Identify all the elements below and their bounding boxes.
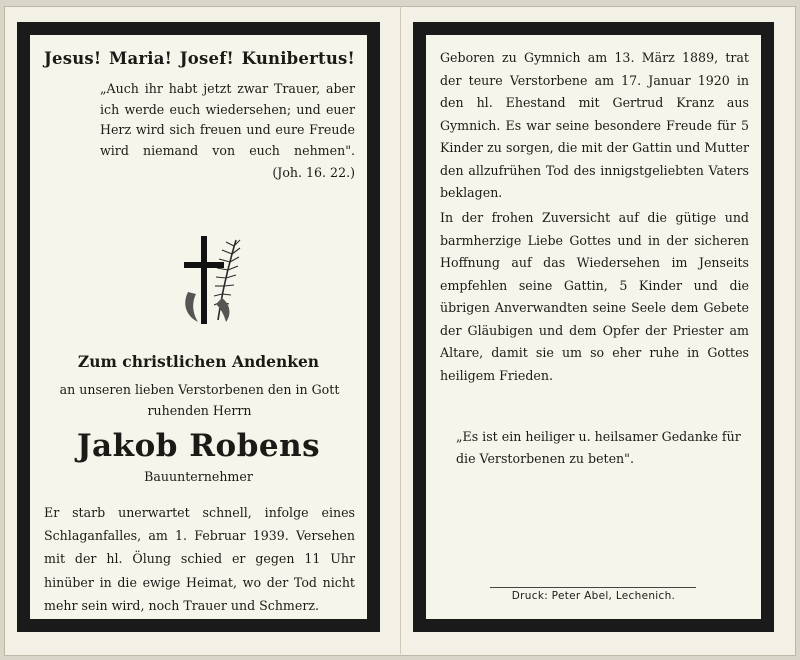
bible-quote-reference: (Joh. 16. 22.): [272, 165, 355, 180]
memorial-heading: Zum christlichen Andenken: [77, 352, 320, 371]
deceased-occupation: Bauunternehmer: [144, 469, 253, 484]
biography-paragraph: Geboren zu Gymnich am 13. März 1889, trat der teure Verstorbene am 17. Januar 1920 in den hl. Ehestand mit Gertrud Kranz aus Gymnich. Es war seine besondere Freude für 5 Kinder zu sorgen, die mit der Gattin und Mutter den allzufrühen Tod des innigstgeliebten Vaters beklagen.: [440, 50, 749, 200]
right-panel: [413, 22, 774, 632]
deceased-name: Jakob Robens: [76, 428, 321, 464]
bible-quote: „Auch ihr habt jetzt zwar Trauer, aber ich werde euch wiedersehen; und euer Herz wird sich freuen und eure Freude wird niemand von euch nehmen".: [100, 81, 355, 158]
invocation-line: [44, 49, 355, 68]
invocation-maria: Maria!: [109, 49, 173, 68]
invocation-jesus: Jesus!: [44, 49, 102, 68]
printer-divider: [490, 587, 696, 588]
left-panel: [17, 22, 380, 632]
invocation-kunibertus: Kunibertus!: [241, 49, 355, 68]
memorial-subtitle: an unseren lieben Verstorbenen den in Gott ruhenden Herrn: [59, 382, 340, 418]
invocation-josef: Josef!: [179, 49, 234, 68]
prayer-paragraph: In der frohen Zuversicht auf die gütige und barmherzige Liebe Gottes und in der sicheren Hoffnung auf das Wiedersehen im Jenseits empfehlen seine Gattin, 5 Kinder und die übrigen Anverwandten seine Seele dem Gebete der Gläubigen und dem Opfer der Priester am Altare, damit sie um so eher ruhe in Gottes heiligem Frieden.: [440, 210, 749, 383]
card-fold-line: [400, 6, 401, 654]
cross-with-palm-icon: [178, 232, 244, 328]
death-notice-text: Er starb unerwartet schnell, infolge eines Schlaganfalles, am 1. Februar 1939. Versehen mit der hl. Ölung schied er gegen 11 Uhr hinüber in die ewige Heimat, wo der Tod nicht mehr sein wird, noch Trauer und Schmerz.: [44, 505, 355, 613]
printer-imprint: Druck: Peter Abel, Lechenich.: [511, 590, 676, 602]
closing-quote: „Es ist ein heiliger u. heilsamer Gedanke für die Verstorbenen zu beten".: [456, 429, 741, 466]
